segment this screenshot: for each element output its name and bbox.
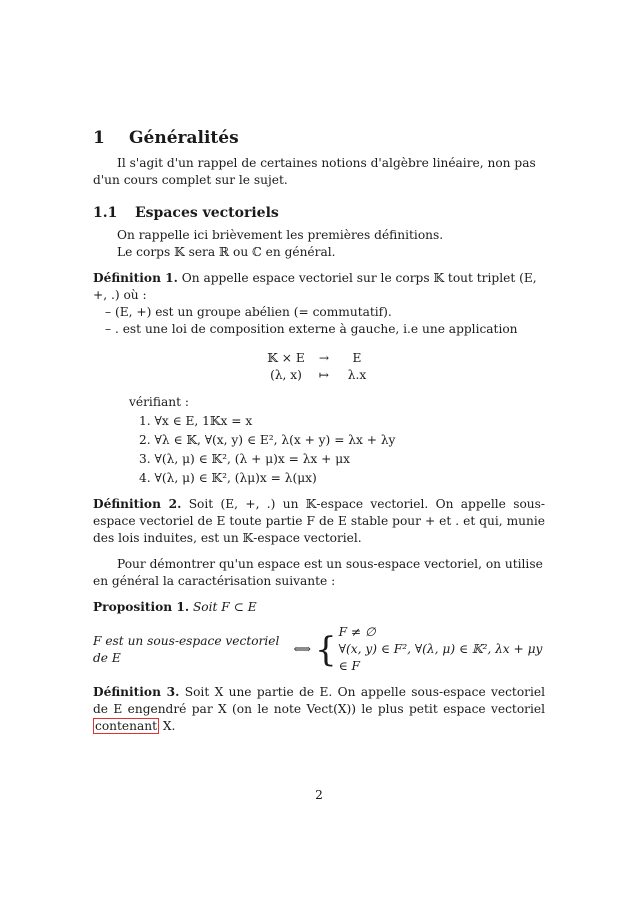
definition-1-text: On appelle espace vectoriel sur le corps 𝕂 tout triplet (E, +, .) où : [93,271,537,302]
subsection-title: Espaces vectoriels [135,205,279,221]
definition-2-text: Soit (E, +, .) un 𝕂-espace vectoriel. On appelle sous-espace vectoriel de E toute partie F de E stable pour + et . et qui, munie des lois induites, est un 𝕂-espace vectoriel. [93,497,546,545]
proposition-1 [93,599,545,616]
proposition-1-conditions [339,624,545,675]
definition-2 [93,496,545,547]
axiom-4: 4. ∀(λ, μ) ∈ 𝕂², (λμ)x = λ(μx) [139,471,317,485]
application-map [264,350,374,384]
rappel-line-2: Le corps 𝕂 sera ℝ ou ℂ en général. [117,245,336,259]
definition-1 [93,270,545,304]
definition-1-label: Définition 1. [93,271,178,285]
axiom-1: 1. ∀x ∈ E, 1𝕂x = x [139,414,253,428]
map-row-1 [264,350,374,367]
contenant-link[interactable]: contenant [95,719,157,733]
subsection-heading [93,205,545,222]
map-row-2 [264,367,374,384]
section-heading [93,130,545,147]
axiom-list [93,413,545,487]
map-input: (λ, x) [270,368,302,382]
axiom-2: 2. ∀λ ∈ 𝕂, ∀(x, y) ∈ E², λ(x + y) = λx + λy [139,433,396,447]
map-mapsto: ↦ [318,368,330,382]
intro-paragraph: Il s'agit d'un rappel de certaines notions d'algèbre linéaire, non pas d'un cours complet sur le sujet. [93,156,536,187]
iff-symbol: ⟺ [293,642,311,656]
proposition-1-label: Proposition 1. [93,600,190,614]
condition-1: F ≠ ∅ [338,625,376,639]
demo-paragraph: Pour démontrer qu'un espace est un sous-espace vectoriel, on utilise en général la caractérisation suivante : [93,557,543,588]
page-number: 2 [315,788,323,802]
definition-1-item-1: – (E, +) est un groupe abélien (= commutatif). [105,305,392,319]
map-domain: 𝕂 × E [267,351,305,365]
axiom-3: 3. ∀(λ, μ) ∈ 𝕂², (λ + μ)x = λx + μx [139,452,351,466]
definition-2-label: Définition 2. [93,497,182,511]
verifiant-label: vérifiant : [129,395,189,409]
left-brace-icon: { [314,629,337,670]
proposition-1-text: Soit F ⊂ E [192,600,257,614]
proposition-1-lhs: F est un sous-espace vectoriel de E [93,633,280,665]
page-content [93,130,545,735]
definition-3 [93,684,545,735]
condition-2: ∀(x, y) ∈ F², ∀(λ, μ) ∈ 𝕂², λx + μy ∈ F [338,642,543,673]
proposition-1-statement [93,624,545,675]
definition-3-text-b: X. [159,719,176,733]
definition-1-item-2: – . est une loi de composition externe à gauche, i.e une application [105,322,518,336]
rappel-line-1: On rappelle ici brièvement les premières définitions. [117,228,444,242]
map-arrow: → [318,351,330,365]
map-output: λ.x [347,368,367,382]
map-codomain: E [352,351,362,365]
subsection-number: 1.1 [93,205,118,221]
definition-3-text-a: Soit X une partie de E. On appelle sous-espace vectoriel de E engendré par X (on le note Vect(X)) le plus petit espace vectoriel [93,685,546,716]
section-title: Généralités [129,128,239,148]
definition-3-label: Définition 3. [93,685,180,699]
section-number: 1 [93,128,105,148]
